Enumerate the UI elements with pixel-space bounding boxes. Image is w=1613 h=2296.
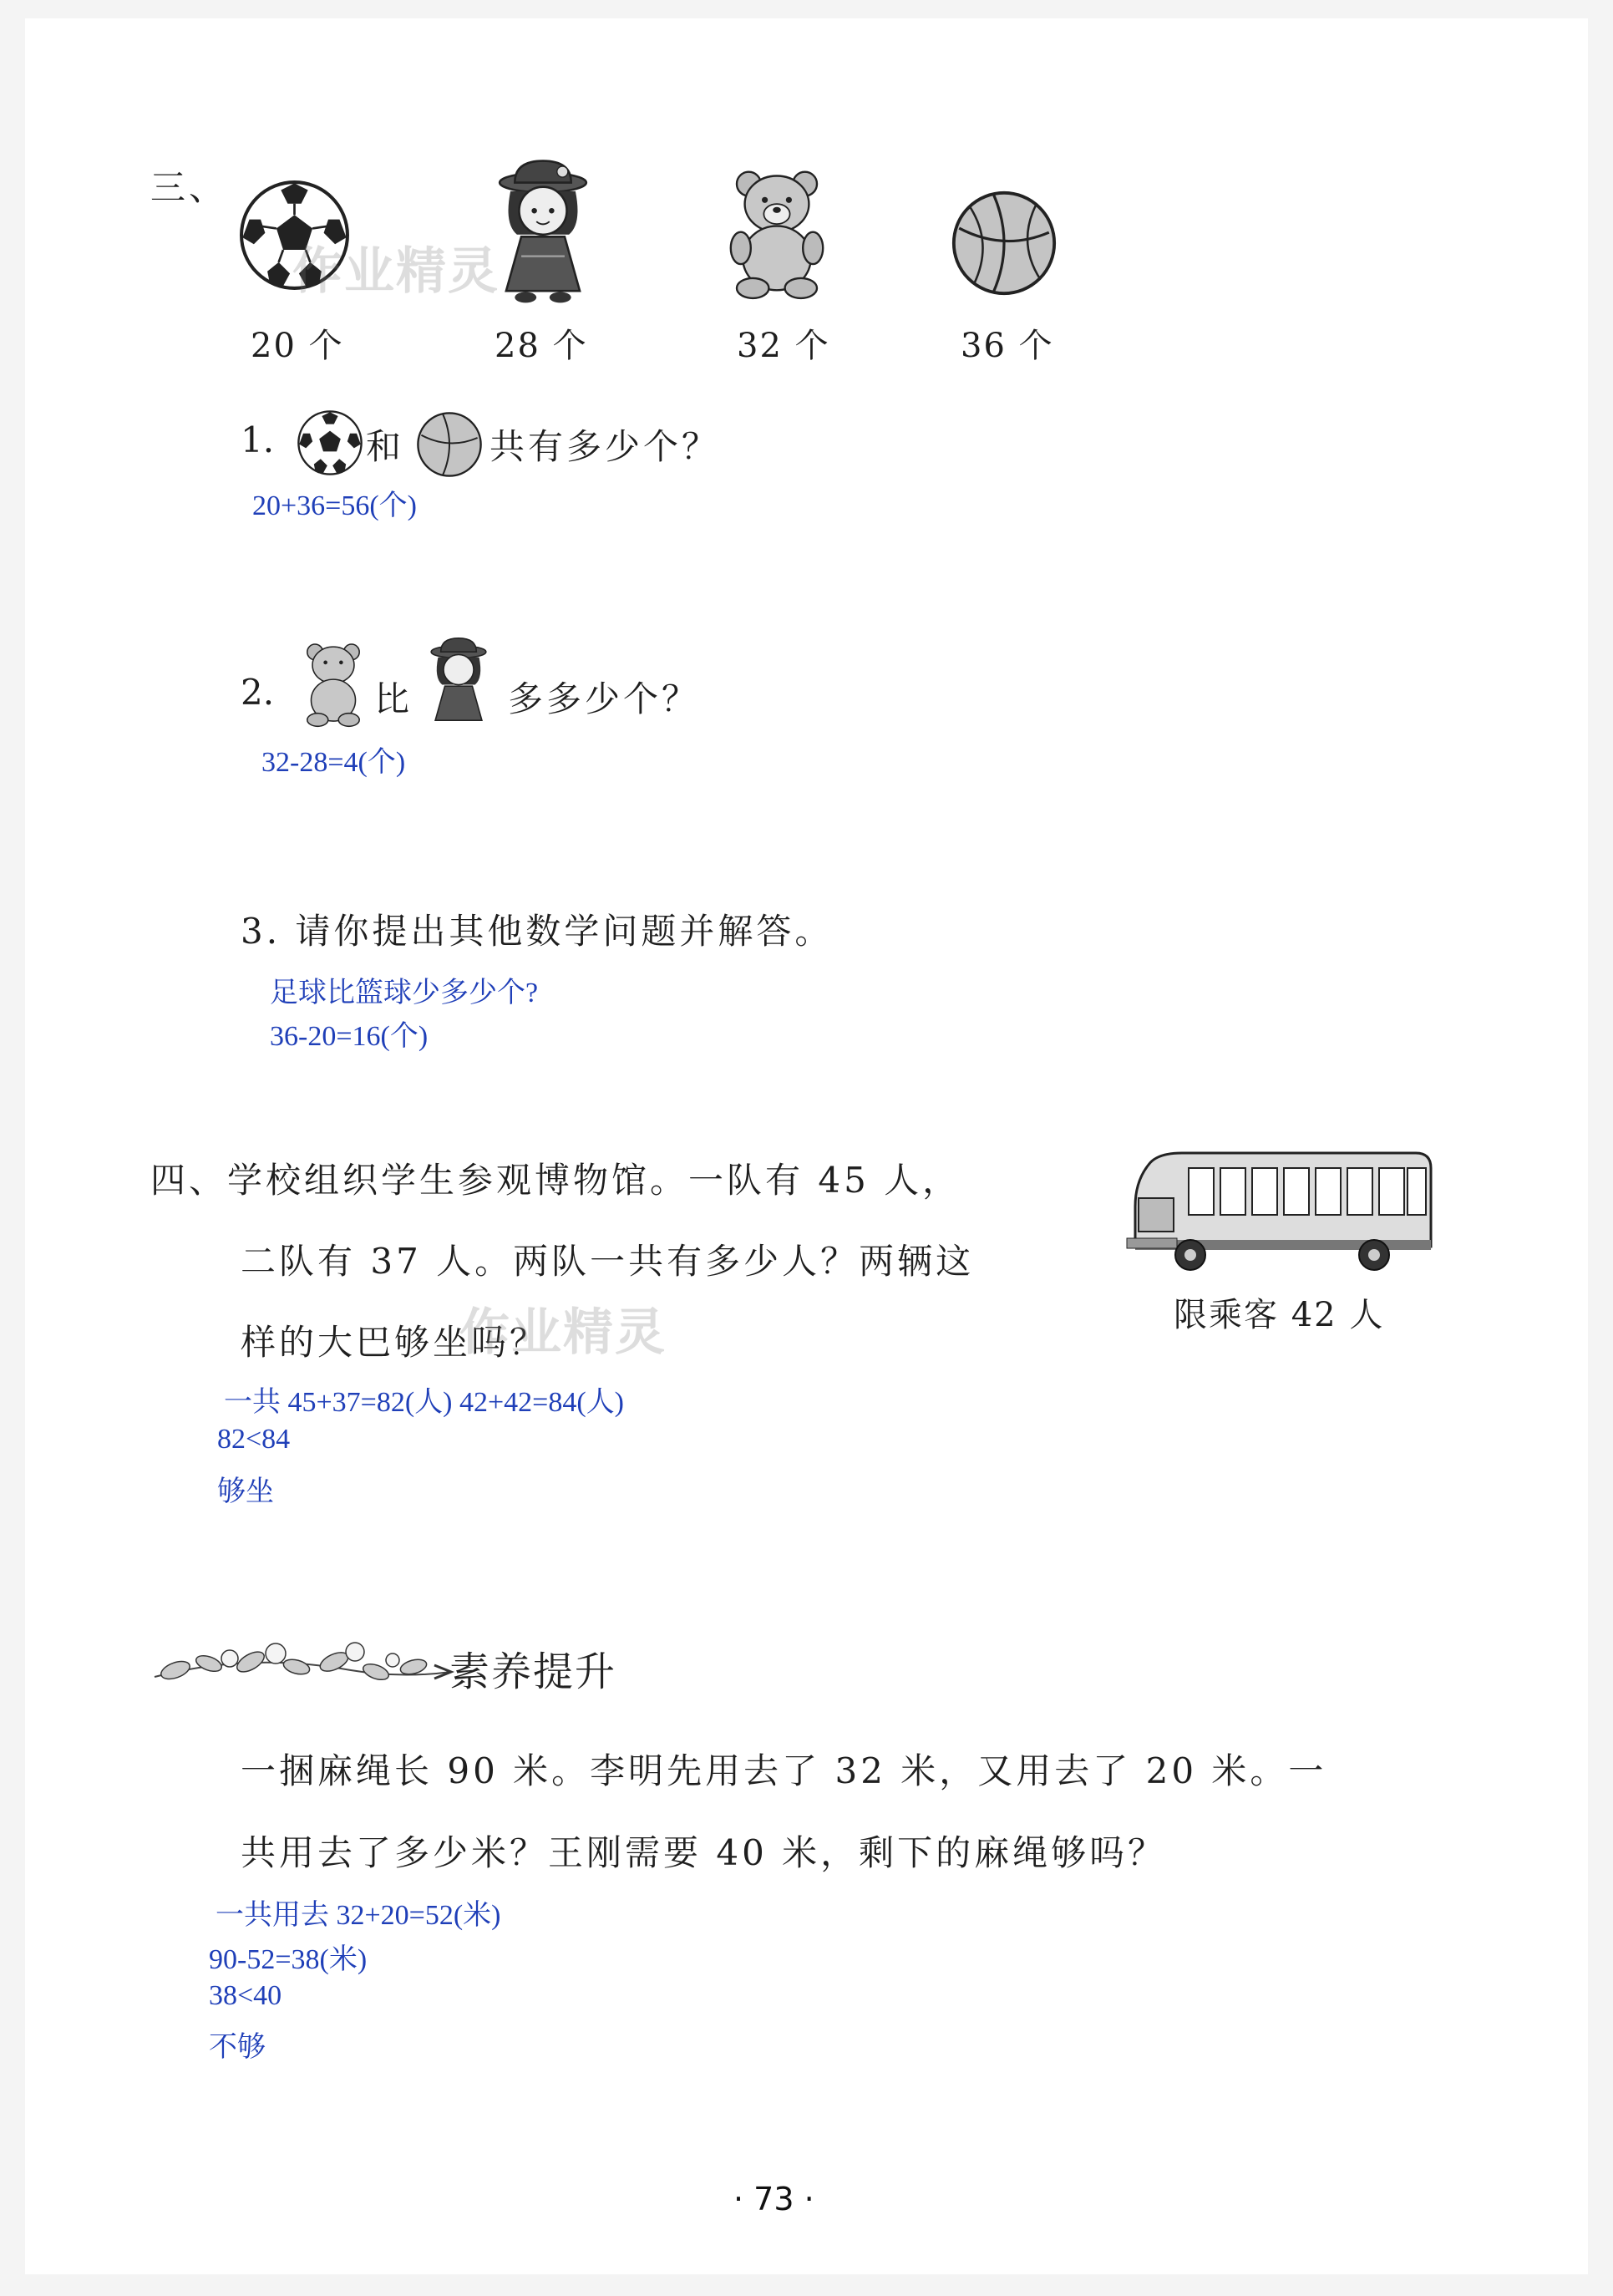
section-4-answer-1: 一共 45+37=82(人) 42+42=84(人) bbox=[224, 1387, 624, 1418]
section-3-marker: 三、 bbox=[150, 167, 228, 208]
section-5-answer-1: 一共用去 32+20=52(米) bbox=[216, 1900, 501, 1931]
section-5-line-1: 一捆麻绳长 90 米。李明先用去了 32 米，又用去了 20 米。一 bbox=[241, 1750, 1327, 1791]
basketball-icon bbox=[416, 411, 483, 478]
q2-answer: 32-28=4(个) bbox=[261, 747, 406, 778]
q1-answer: 20+36=56(个) bbox=[252, 490, 417, 521]
section-4-line-2: 二队有 37 人。两队一共有多少人？两辆这 bbox=[241, 1241, 975, 1282]
count-bear: 32 个 bbox=[737, 327, 830, 365]
count-basketball: 36 个 bbox=[961, 327, 1054, 365]
workbook-page bbox=[25, 18, 1588, 2274]
teddy-bear-icon bbox=[301, 638, 366, 730]
section-heading: 素养提升 bbox=[449, 1648, 617, 1695]
bus-icon bbox=[1124, 1148, 1437, 1278]
q1-question: 共有多少个？ bbox=[489, 426, 721, 467]
q3-answer-question: 足球比篮球少多少个? bbox=[270, 978, 539, 1008]
watermark: 作业精灵 bbox=[292, 242, 500, 301]
q2-number: 2. bbox=[241, 672, 275, 713]
q1-conjunction: 和 bbox=[366, 426, 405, 467]
section-5-answer-3: 38<40 bbox=[209, 1980, 282, 2011]
section-4-answer-2: 82<84 bbox=[217, 1424, 291, 1455]
teddy-bear-icon bbox=[727, 165, 827, 302]
section-5-answer-4: 不够 bbox=[209, 2032, 266, 2063]
section-5-answer-2: 90-52=38(米) bbox=[209, 1944, 368, 1975]
doll-icon bbox=[424, 635, 493, 731]
floral-decoration bbox=[150, 1618, 464, 1710]
soccer-ball-icon bbox=[297, 409, 363, 476]
basketball-icon bbox=[951, 190, 1058, 297]
watermark: 作业精灵 bbox=[459, 1303, 667, 1362]
q1-number: 1. bbox=[241, 419, 275, 460]
count-doll: 28 个 bbox=[495, 327, 588, 365]
section-5-line-2: 共用去了多少米？王刚需要 40 米，剩下的麻绳够吗？ bbox=[241, 1832, 1167, 1873]
section-4-line-1: 四、学校组织学生参观博物馆。一队有 45 人， bbox=[150, 1160, 961, 1201]
q2-question: 多多少个？ bbox=[508, 678, 701, 719]
bus-capacity-caption: 限乘客 42 人 bbox=[1174, 1296, 1385, 1334]
q3-prompt: 3. 请你提出其他数学问题并解答。 bbox=[241, 911, 834, 952]
q2-conjunction: 比 bbox=[374, 678, 413, 719]
count-soccer: 20 个 bbox=[251, 327, 344, 365]
section-4-answer-3: 够坐 bbox=[217, 1476, 274, 1507]
page-number: · 73 · bbox=[733, 2181, 814, 2217]
doll-icon bbox=[489, 159, 597, 305]
q3-answer-equation: 36-20=16(个) bbox=[270, 1021, 429, 1052]
section-4-line-3: 样的大巴够坐吗？ bbox=[241, 1322, 549, 1363]
